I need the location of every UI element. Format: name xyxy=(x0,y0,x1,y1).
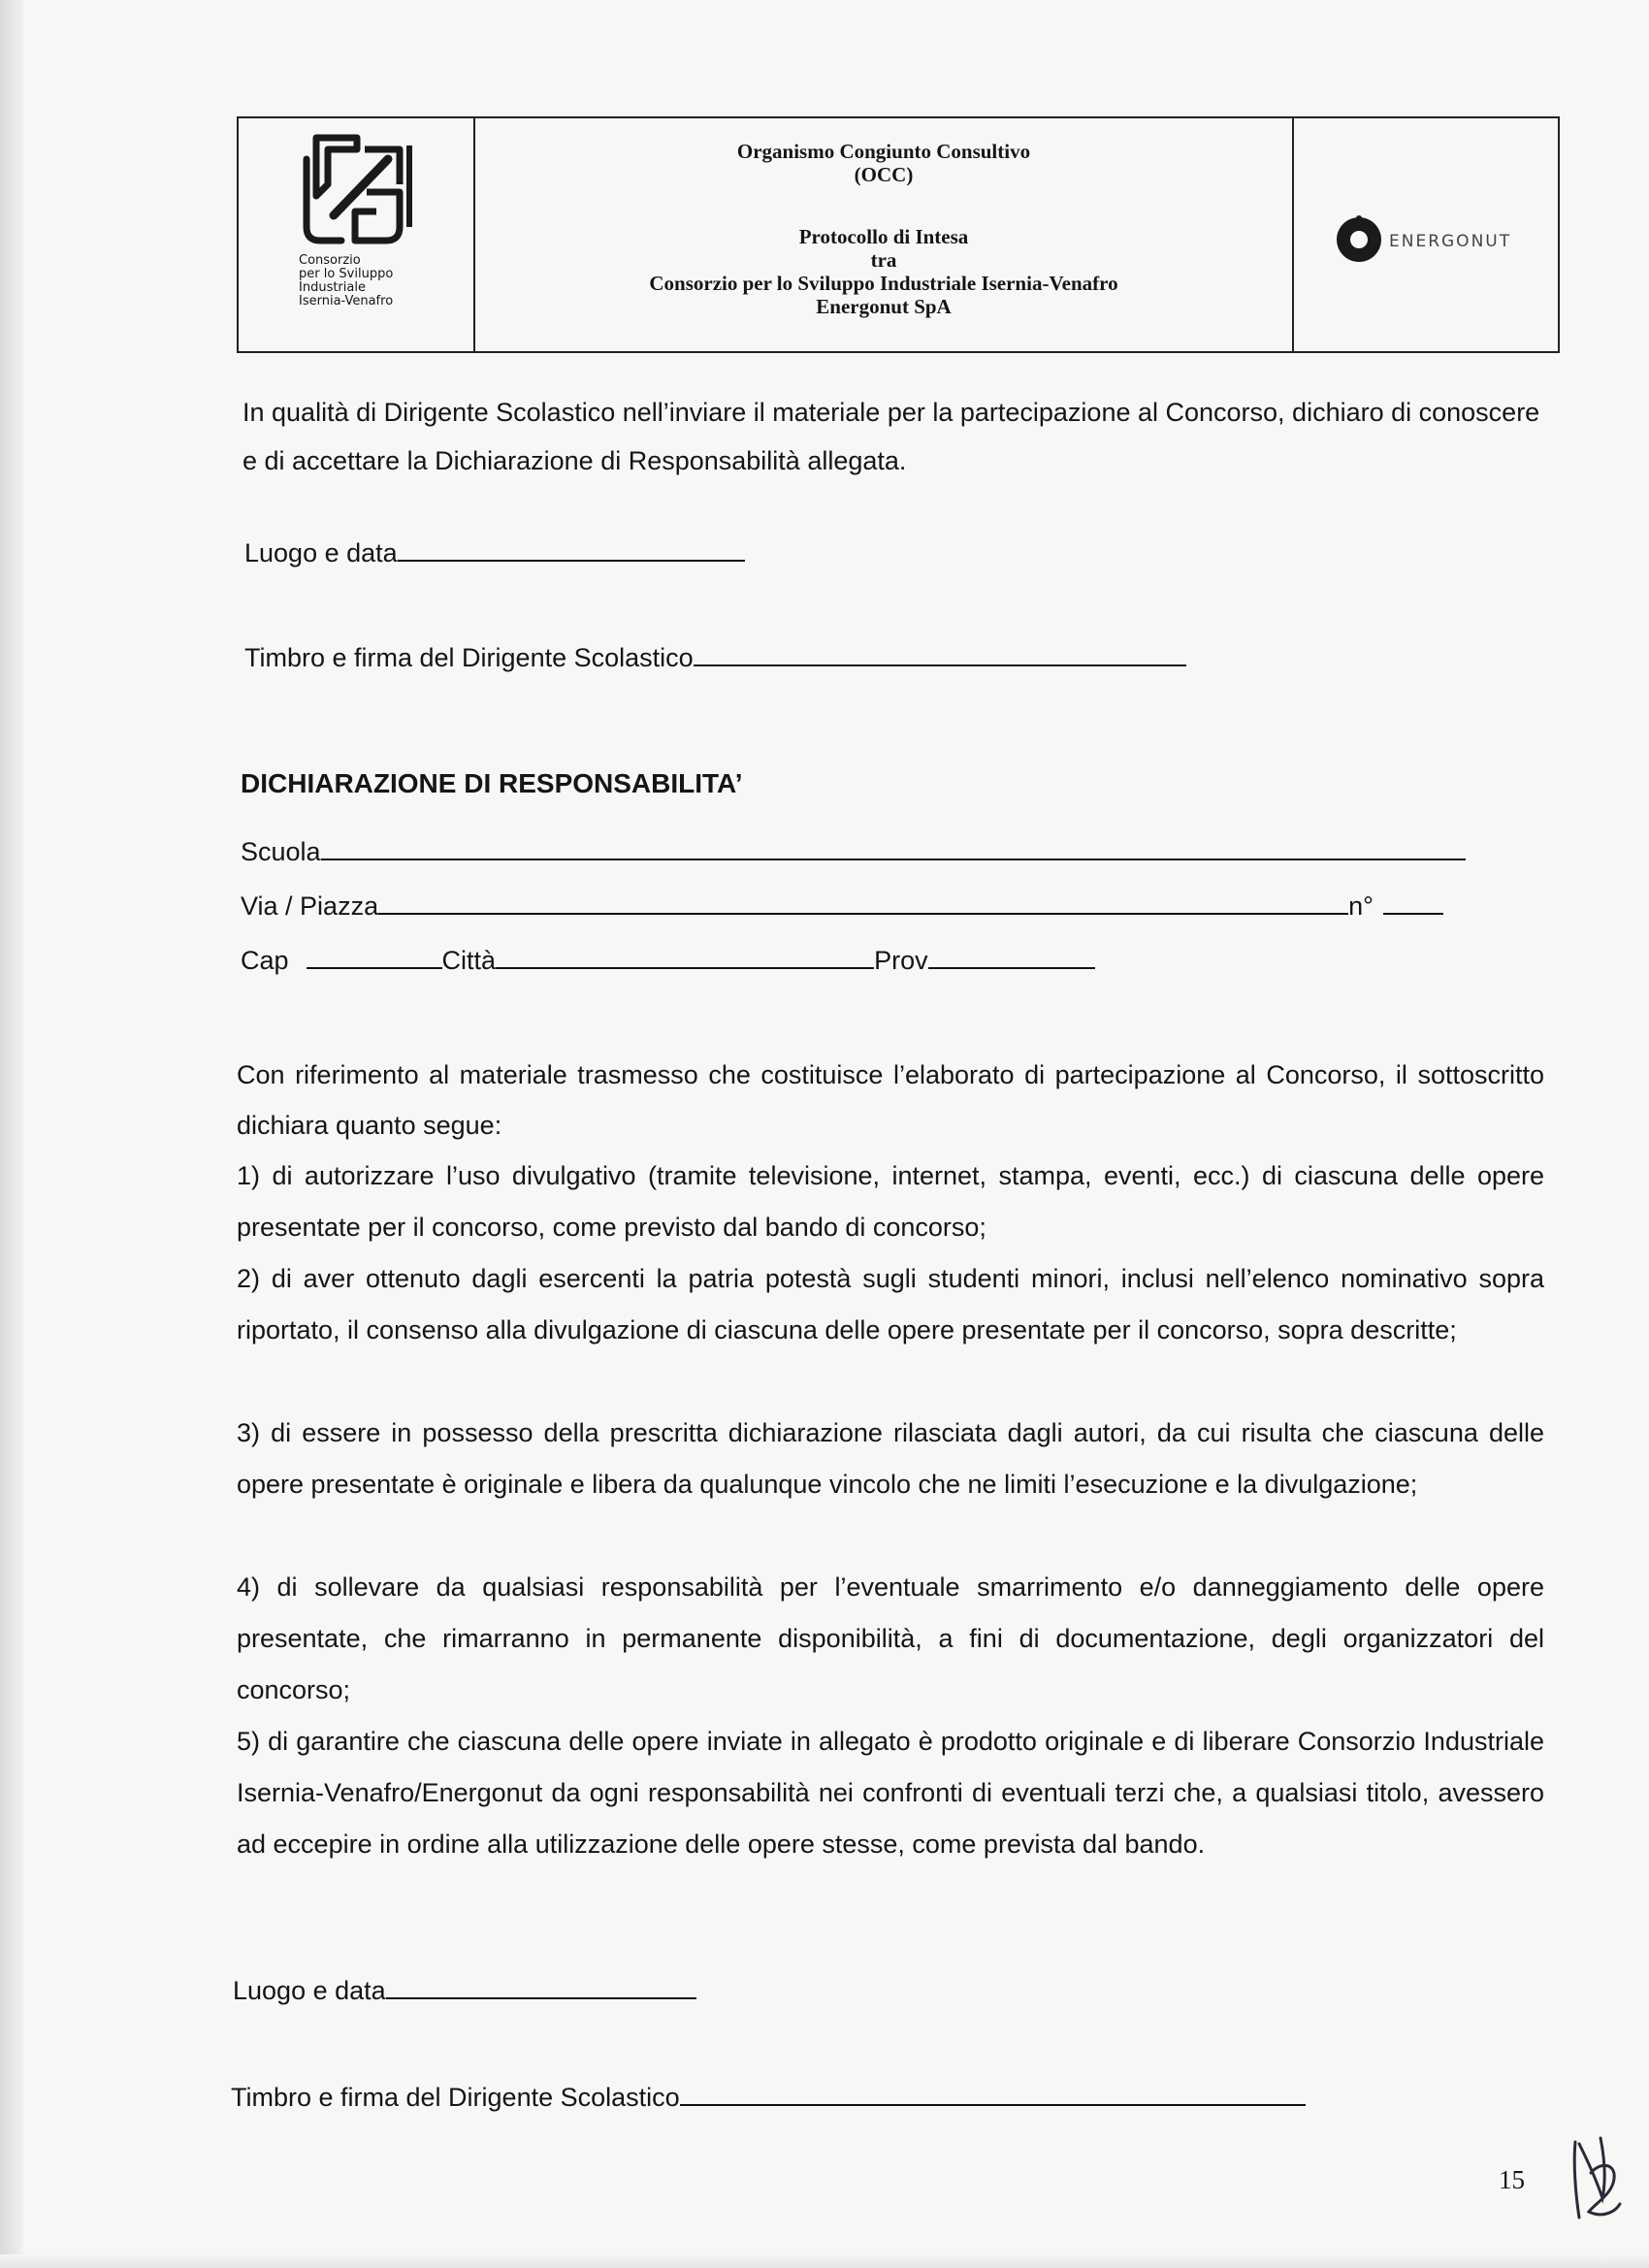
luogo-line[interactable] xyxy=(386,1974,696,1999)
organization-name xyxy=(475,140,1292,186)
consorzio-logo-text xyxy=(299,254,393,308)
declaration-item-3: 3) di essere in possesso della prescritta dichiarazione rilasciata dagli autori, da cui risulta che ciascuna delle opere presentate è originale e libera da qualunque vincolo che ne limiti l’esecuzione e la divulgazione; xyxy=(237,1418,1544,1499)
citta-line[interactable] xyxy=(496,944,874,969)
via-label: Via / Piazza xyxy=(241,891,379,921)
luogo-label: Luogo e data xyxy=(233,1976,386,2005)
consorzio-logo-line: Isernia-Venafro xyxy=(299,294,394,308)
consorzio-logo-cell xyxy=(239,118,473,351)
energonut-logo-word: ENERGONUT xyxy=(1389,232,1512,251)
scan-edge-bottom xyxy=(0,2254,1649,2268)
timbro-label: Timbro e firma del Dirigente Scolastico xyxy=(231,2083,680,2112)
energonut-logo-cell xyxy=(1292,118,1558,351)
intro-luogo-row xyxy=(244,534,745,572)
declaration-item-4: 4) di sollevare da qualsiasi responsabilità per l’eventuale smarrimento e/o danneggiamento delle opere presentate, che rimarranno in permanente disponibilità, a fini di documentazione, degli organizzatori del concorso; xyxy=(237,1572,1544,1704)
declaration-luogo-row xyxy=(233,1971,696,2010)
header-title-cell xyxy=(473,118,1292,351)
via-line[interactable] xyxy=(378,890,1348,915)
cap-row xyxy=(241,941,1095,980)
consorzio-logo-line: per lo Sviluppo xyxy=(299,267,394,281)
protocol-line: Energonut SpA xyxy=(816,295,952,318)
page-number: 15 xyxy=(1499,2165,1525,2194)
prov-line[interactable] xyxy=(928,944,1095,969)
declaration-title: DICHIARAZIONE DI RESPONSABILITA’ xyxy=(241,768,743,798)
numero-label: n° xyxy=(1348,891,1374,921)
protocol-line: Consorzio per lo Sviluppo Industriale Isernia-Venafro xyxy=(649,272,1118,295)
org-line: Organismo Congiunto Consultivo xyxy=(736,140,1031,163)
via-row xyxy=(241,887,1443,925)
cap-label: Cap xyxy=(241,946,289,975)
luogo-line[interactable] xyxy=(398,536,745,562)
handwritten-initials-icon xyxy=(1562,2124,1630,2231)
consorzio-logo-line: Industriale xyxy=(299,280,366,295)
prov-label: Prov xyxy=(874,946,928,975)
intro-timbro-row xyxy=(244,638,1186,677)
org-line: (OCC) xyxy=(854,163,914,186)
declaration-item-2: 2) di aver ottenuto dagli esercenti la patria potestà sugli studenti minori, inclusi nell’elenco nominativo sopra riportato, il consenso alla divulgazione di ciascuna delle opere presentate per il concorso, sopra descritte; xyxy=(237,1264,1544,1345)
declaration-timbro-row xyxy=(231,2078,1306,2117)
intro-paragraph: In qualità di Dirigente Scolastico nell’inviare il materiale per la partecipazione al Concorso, dichiaro di conoscere e di accettare la Dichiarazione di Responsabilità allegata. xyxy=(242,398,1540,475)
protocol-line: Protocollo di Intesa xyxy=(798,225,969,248)
timbro-label: Timbro e firma del Dirigente Scolastico xyxy=(244,643,694,672)
cap-line[interactable] xyxy=(307,944,442,969)
scuola-label: Scuola xyxy=(241,837,321,866)
luogo-label: Luogo e data xyxy=(244,538,398,567)
numero-line[interactable] xyxy=(1383,890,1443,915)
energonut-logo-icon xyxy=(1333,213,1385,266)
consorzio-logo-icon xyxy=(295,130,419,250)
scan-edge xyxy=(0,0,23,2268)
timbro-line[interactable] xyxy=(680,2081,1306,2106)
citta-label: Città xyxy=(441,946,497,975)
consorzio-logo-line: Consorzio xyxy=(299,253,361,268)
declaration-item-5: 5) di garantire che ciascuna delle opere inviate in allegato è prodotto originale e di liberare Consorzio Industriale Isernia-Venafro/Energonut da ogni responsabilità nei confronti di eventuali terzi che, a qualsiasi titolo, avessero ad eccepire in ordine alla utilizzazione delle opere stesse, come prevista dal bando. xyxy=(237,1727,1544,1859)
scuola-row xyxy=(241,832,1466,871)
document-header xyxy=(237,116,1560,353)
declaration-item-1: 1) di autorizzare l’uso divulgativo (tramite televisione, internet, stampa, eventi, ecc.) di ciascuna delle opere presentate per il concorso, come previsto dal bando di concorso; xyxy=(237,1161,1544,1242)
timbro-line[interactable] xyxy=(694,641,1186,666)
protocol-line: tra xyxy=(870,248,897,272)
declaration-lead: Con riferimento al materiale trasmesso che costituisce l’elaborato di partecipazione al Concorso, il sottoscritto dichiara quanto segue: xyxy=(237,1060,1544,1140)
scuola-line[interactable] xyxy=(321,835,1466,860)
protocol-title xyxy=(475,225,1292,318)
